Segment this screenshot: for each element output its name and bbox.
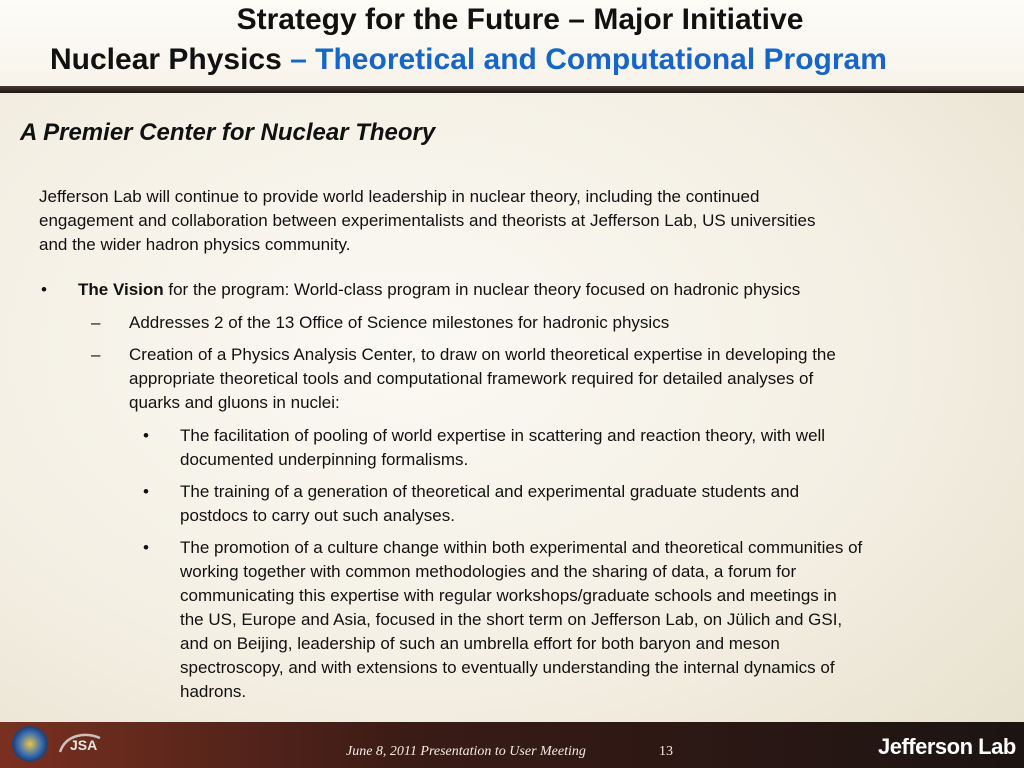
page-number: 13 (659, 744, 673, 759)
sub-sub-item-line: working together with common methodologies and the sharing of data, a forum for (180, 562, 797, 581)
bullet-icon: • (41, 280, 47, 299)
sub-item-line: Creation of a Physics Analysis Center, to draw on world theoretical expertise in developing the (129, 345, 836, 364)
jefferson-lab-logo: Jefferson Lab (878, 734, 1016, 759)
jsa-logo-text: JSA (70, 737, 98, 753)
vision-item (78, 278, 800, 302)
sub-sub-item-line: spectroscopy, and with extensions to eventually understanding the internal dynamics of (180, 658, 835, 677)
sub-sub-item-line: postdocs to carry out such analyses. (180, 506, 455, 525)
sub-item-line: Addresses 2 of the 13 Office of Science milestones for hadronic physics (129, 313, 670, 332)
subtitle-accent: – Theoretical and Computational Program (290, 43, 887, 76)
bullet-icon: • (143, 426, 149, 445)
sub-item (129, 343, 836, 415)
sub-sub-item-line: communicating this expertise with regular workshops/graduate schools and meetings in (180, 586, 837, 605)
footer-text: June 8, 2011 Presentation to User Meeting (346, 744, 586, 759)
sub-item (129, 311, 669, 335)
slide-title: Strategy for the Future – Major Initiative (236, 3, 804, 36)
vision-text: for the program: World-class program in nuclear theory focused on hadronic physics (163, 280, 801, 299)
doe-seal-icon (12, 726, 48, 762)
sub-sub-item-line: documented underpinning formalisms. (180, 450, 469, 469)
section-heading: A Premier Center for Nuclear Theory (20, 119, 436, 146)
sub-sub-item-line: hadrons. (180, 682, 247, 701)
sub-sub-item-line: The facilitation of pooling of world expertise in scattering and reaction theory, with well (180, 426, 826, 445)
vision-label: The Vision (78, 280, 164, 299)
sub-item-line: appropriate theoretical tools and computational framework required for detailed analyses of (129, 369, 814, 388)
sub-sub-item-line: the US, Europe and Asia, focused in the short term on Jefferson Lab, on Jülich and GSI, (180, 610, 843, 629)
intro-line: engagement and collaboration between experimentalists and theorists at Jefferson Lab, US universities (39, 211, 816, 230)
sub-sub-item (180, 536, 862, 704)
dash-icon: – (91, 313, 101, 332)
intro-line: and the wider hadron physics community. (39, 235, 351, 254)
sub-sub-item-line: and on Beijing, leadership of such an umbrella effort for both baryon and meson (180, 634, 780, 653)
bullet-icon: • (143, 482, 149, 501)
jsa-logo-icon (56, 728, 106, 758)
intro-paragraph (39, 185, 959, 257)
slide-subtitle (50, 43, 887, 77)
dash-icon: – (91, 345, 101, 364)
sub-sub-item-line: The promotion of a culture change within both experimental and theoretical communities of (180, 538, 863, 557)
intro-line: Jefferson Lab will continue to provide world leadership in nuclear theory, including the continued (39, 187, 760, 206)
sub-sub-item (180, 480, 799, 528)
bullet-icon: • (143, 538, 149, 557)
header-divider (0, 86, 1024, 93)
sub-sub-item-line: The training of a generation of theoretical and experimental graduate students and (180, 482, 800, 501)
sub-item-line: quarks and gluons in nuclei: (129, 393, 340, 412)
sub-sub-item (180, 424, 825, 472)
subtitle-prefix: Nuclear Physics (50, 43, 291, 76)
